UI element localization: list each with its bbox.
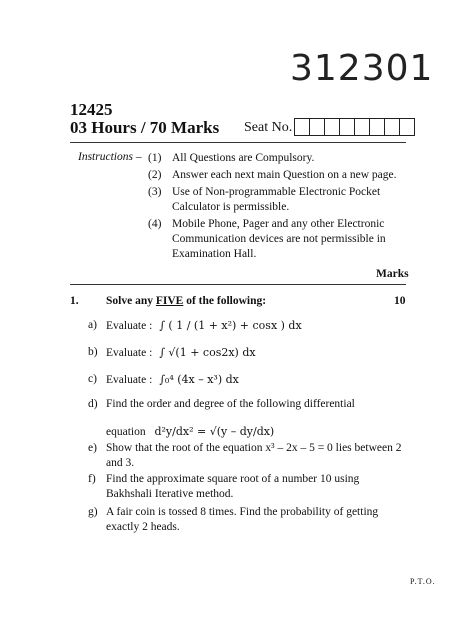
question-paper-code: 312301	[290, 48, 434, 89]
integral-expression-b: ∫ √(1 + cos2x) dx	[159, 346, 256, 359]
question-text-emphasis: FIVE	[155, 295, 184, 307]
instruction-item	[148, 168, 410, 183]
subquestion-text: Evaluate :	[106, 320, 153, 332]
subquestion-label: a)	[88, 319, 97, 331]
instruction-text: All Questions are Compulsory.	[172, 152, 315, 164]
subquestion-text: Find the order and degree of the following differential	[106, 398, 355, 410]
subquestion-text: Show that the root of the equation x³ – 2x – 5 = 0 lies between 2 and 3.	[106, 442, 402, 469]
instruction-text: Answer each next main Question on a new page.	[172, 169, 397, 181]
subquestion-text: Evaluate :	[106, 374, 153, 386]
page-turn-note: P.T.O.	[410, 577, 436, 586]
instruction-item	[148, 151, 410, 166]
instruction-item	[148, 217, 410, 262]
subquestion-a	[88, 318, 408, 334]
seat-digit-box[interactable]	[370, 119, 385, 135]
subquestion-label: f)	[88, 473, 96, 485]
subquestion-c	[88, 372, 408, 388]
seat-digit-box[interactable]	[400, 119, 414, 135]
subquestion-label: b)	[88, 346, 98, 358]
differential-equation: d²y/dx² = √(y – dy/dx)	[154, 425, 275, 438]
subquestion-b	[88, 345, 408, 361]
marks-column-heading: Marks	[376, 268, 409, 280]
question-marks: 10	[394, 295, 406, 307]
instruction-number: (4)	[148, 218, 162, 230]
instruction-text: Mobile Phone, Pager and any other Electronic Communication devices are not permissible in Examination Hall.	[172, 218, 386, 260]
subquestion-d	[88, 397, 408, 440]
subquestion-text: Find the approximate square root of a number 10 using Bakhshali Iterative method.	[106, 473, 360, 500]
subquestion-e	[88, 441, 408, 471]
duration-marks: 03 Hours / 70 Marks	[70, 118, 220, 137]
seat-digit-box[interactable]	[325, 119, 340, 135]
paper-code: 12425	[70, 100, 113, 119]
integral-expression-a: ∫ ( 1 / (1 + x²) + cosx ) dx	[159, 319, 302, 332]
integral-expression-c: ∫₀⁴ (4x – x³) dx	[159, 373, 239, 386]
subquestion-f	[88, 472, 408, 502]
instructions-label: Instructions –	[78, 151, 142, 163]
subquestion-g	[88, 505, 408, 535]
seat-digit-box[interactable]	[295, 119, 310, 135]
seat-digit-box[interactable]	[385, 119, 400, 135]
question-text-post: of the following:	[183, 295, 267, 307]
seat-number-boxes[interactable]	[294, 118, 415, 136]
header-divider	[70, 142, 406, 143]
instruction-number: (2)	[148, 169, 162, 181]
instruction-number: (1)	[148, 152, 162, 164]
section-divider	[70, 284, 406, 285]
subquestion-label: c)	[88, 373, 97, 385]
question-text	[106, 295, 266, 307]
seat-digit-box[interactable]	[355, 119, 370, 135]
subquestion-label: g)	[88, 506, 98, 518]
instruction-item	[148, 185, 410, 215]
question-text-pre: Solve any	[106, 295, 156, 307]
seat-digit-box[interactable]	[340, 119, 355, 135]
question-number: 1.	[70, 295, 79, 307]
subquestion-label: d)	[88, 398, 98, 410]
subquestion-text: Evaluate :	[106, 347, 153, 359]
seat-number-label: Seat No.	[244, 120, 293, 135]
seat-digit-box[interactable]	[310, 119, 325, 135]
subquestion-text-continued: equation	[106, 426, 146, 438]
instruction-text: Use of Non-programmable Electronic Pocket Calculator is permissible.	[172, 186, 381, 213]
subquestion-text: A fair coin is tossed 8 times. Find the probability of getting exactly 2 heads.	[106, 506, 379, 533]
subquestion-label: e)	[88, 442, 97, 454]
instruction-number: (3)	[148, 186, 162, 198]
